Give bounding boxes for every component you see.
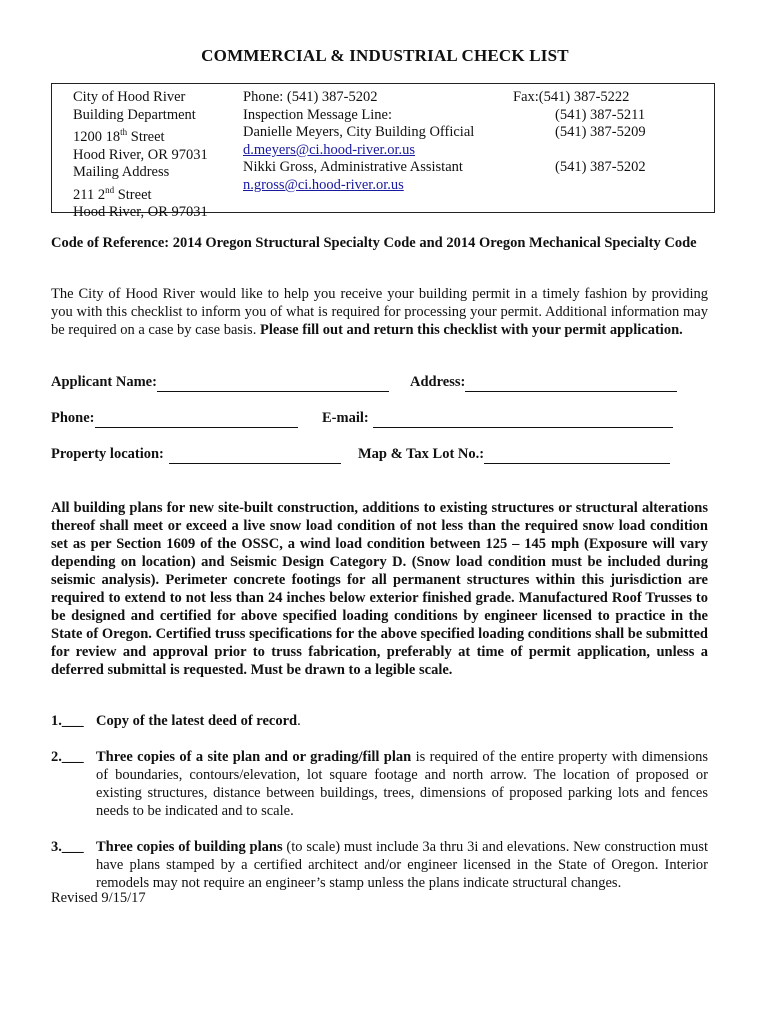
code-reference: Code of Reference: 2014 Oregon Structural Specialty Code and 2014 Oregon Mechanical Specialty Code xyxy=(51,235,697,251)
item-number[interactable]: 3.___ xyxy=(51,839,84,855)
department-name: Building Department xyxy=(73,106,196,123)
official-phone: (541) 387-5209 xyxy=(555,124,646,141)
address-label: Address: xyxy=(410,374,466,390)
fax-number: Fax:(541) 387-5222 xyxy=(513,89,630,105)
applicant-name-field[interactable] xyxy=(157,374,389,392)
phone-row xyxy=(51,410,298,428)
revision-date: Revised 9/15/17 xyxy=(51,890,146,906)
property-location-field[interactable] xyxy=(169,446,341,464)
assistant-email-link[interactable]: n.gross@ci.hood-river.or.us xyxy=(243,176,404,193)
inspection-line-text: Inspection Message Line: xyxy=(243,106,392,123)
checklist-item-1: 1.___ Copy of the latest deed of record. xyxy=(51,713,301,729)
city-state-zip: Hood River, OR 97031 xyxy=(73,146,208,163)
requirements-paragraph: All building plans for new site-built construction, additions to existing structures or structural alterations thereof shall meet or exceed a live snow load condition of not less than the required snow load condition set as per Section 1609 of the OSSC, a wind load condition between 125 – 145 mph (Exposure will vary depending on location) and Seismic Design Category D. (Snow load condition must be included during seismic analysis). Perimeter concrete footings for all permanent structures within this jurisdiction are required to extend to not less than 24 inches below exterior finished grade. Manufactured Roof Trusses to be designed and certified for above specified loading conditions by engineer licensed to practice in the State of Oregon. Certified truss specifications for the above specified loading conditions shall be submitted for review and approval prior to truss fabrication, preferably at time of permit application, unless a deferred submittal is requested. Must be drawn to a legible scale. xyxy=(51,500,708,678)
page-title: COMMERCIAL & INDUSTRIAL CHECK LIST xyxy=(201,46,569,65)
phone-text: Phone: (541) 387-5202 xyxy=(243,89,378,105)
admin-assistant: Nikki Gross, Administrative Assistant xyxy=(243,159,463,176)
applicant-name-label: Applicant Name: xyxy=(51,374,157,390)
city-name: City of Hood River xyxy=(73,89,186,105)
phone-field[interactable] xyxy=(95,410,298,428)
checklist-item-2: 2.___ Three copies of a site plan and or grading/fill plan is required of the entire property with dimensions of boundaries, contours/elevation, lot square footage and north arrow. The location of proposed or existing structures, distance between buildings, trees, dimensions of proposed parking lots and fences needs to be indicated and to scale. xyxy=(51,749,708,819)
intro-paragraph: The City of Hood River would like to help you receive your building permit in a timely fashion by providing you with this checklist to inform you of what is required for processing your permit. Additional information may be required on a case by case basis. Please fill out and return this checklist with your permit application. xyxy=(51,286,708,338)
mailing-city-state-zip: Hood River, OR 97031 xyxy=(73,204,208,221)
address-row xyxy=(410,374,677,392)
email-field[interactable] xyxy=(373,410,673,428)
map-tax-lot-field[interactable] xyxy=(484,446,670,464)
property-location-label: Property location: xyxy=(51,446,164,462)
email-row xyxy=(322,410,673,428)
intro-instruction: Please fill out and return this checklist with your permit application. xyxy=(259,322,683,338)
phone-label: Phone: xyxy=(51,410,95,426)
address-column xyxy=(73,89,233,222)
checklist-item-3: 3.___ Three copies of building plans (to scale) must include 3a thru 3i and elevations. New construction must have plans stamped by a certified architect and/or engineer licensed in the State of Oregon. Interior remodels may not require an engineer’s stamp unless the plans indicate structural changes. xyxy=(51,839,709,891)
building-official: Danielle Meyers, City Building Official xyxy=(243,124,475,141)
property-row xyxy=(51,446,341,464)
inspection-phone: (541) 387-5211 xyxy=(555,106,646,123)
official-email-link[interactable]: d.meyers@ci.hood-river.or.us xyxy=(243,141,416,158)
street-address: 1200 18th Street xyxy=(73,127,165,146)
email-label: E-mail: xyxy=(322,410,369,426)
map-tax-row xyxy=(358,446,670,464)
contacts-column xyxy=(243,89,503,195)
mailing-street: 211 2nd Street xyxy=(73,184,152,203)
item-number[interactable]: 2.___ xyxy=(51,749,84,765)
item-number[interactable]: 1.___ xyxy=(51,713,84,729)
assistant-phone: (541) 387-5202 xyxy=(555,159,646,176)
mailing-address-label: Mailing Address xyxy=(73,164,170,181)
numbers-column xyxy=(513,89,713,177)
applicant-row xyxy=(51,374,389,392)
map-tax-lot-label: Map & Tax Lot No.: xyxy=(358,446,485,462)
address-field[interactable] xyxy=(465,374,677,392)
